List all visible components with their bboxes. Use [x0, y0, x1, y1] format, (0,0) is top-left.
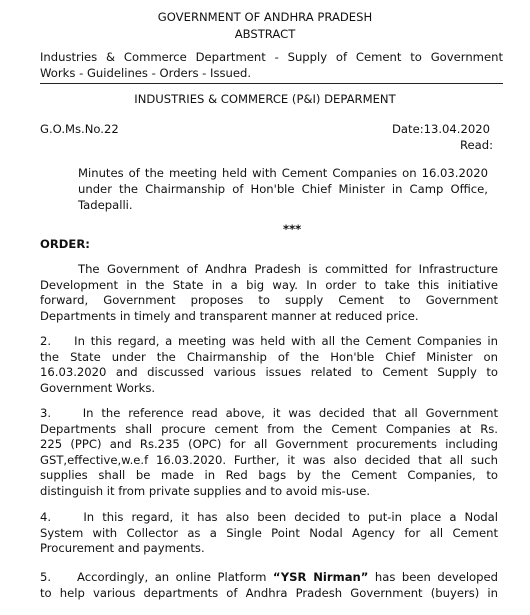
paragraph-5-prefix: 5. Accordingly, an online Platform — [40, 570, 273, 584]
paragraph-4 — [40, 510, 498, 557]
read-label: Read: — [459, 138, 493, 152]
paragraph-3-line: Departments shall procure cement from the Cement Companies at Rs. — [40, 421, 498, 436]
paragraph-1-line: forward, Government proposes to supply Cement to Government — [40, 293, 498, 308]
paragraph-2 — [40, 334, 498, 396]
paragraph-2-line: 2. In this regard, a meeting was held with all the Cement Companies in — [40, 334, 498, 348]
paragraph-1-line: The Government of Andhra Pradesh is committed for Infrastructure — [78, 262, 498, 276]
subject-line-1: Industries & Commerce Department - Supply of Cement to Government — [40, 50, 503, 64]
abstract-label: ABSTRACT — [234, 27, 296, 41]
paragraph-3-line: 3. In the reference read above, it was decided that all Government — [40, 406, 498, 420]
reference-line-3: Tadepalli. — [78, 198, 133, 212]
paragraph-5 — [40, 570, 498, 601]
paragraph-4-line: Procurement and payments. — [40, 541, 205, 556]
subject-line-2: Works - Guidelines - Orders - Issued. — [40, 66, 252, 80]
reference-line-1: Minutes of the meeting held with Cement Companies on 16.03.2020 — [78, 166, 488, 180]
paragraph-5-line-1 — [40, 570, 498, 586]
go-number: G.O.Ms.No.22 — [40, 122, 119, 136]
order-date: Date:13.04.2020 — [392, 122, 490, 136]
paragraph-3-line: GST,effective,w.e.f 16.03.2020. Further, it was also decided that all such — [40, 452, 498, 467]
separator-stars: *** — [283, 222, 302, 236]
paragraph-1 — [40, 262, 498, 324]
paragraph-5-suffix: has been developed — [368, 570, 498, 584]
paragraph-4-line: System with Collector as a Single Point Nodal Agency for all Cement — [40, 525, 498, 540]
department-heading: INDUSTRIES & COMMERCE (P&I) DEPARMENT — [134, 92, 396, 106]
paragraph-4-line: 4. In this regard, it has also been decided to put-in place a Nodal — [40, 510, 498, 524]
order-heading: ORDER: — [40, 237, 90, 251]
ysr-nirman-platform-name: “YSR Nirman” — [272, 570, 369, 584]
paragraph-3-line: supplies shall be made in Red bags by the Cement Companies, to — [40, 468, 498, 483]
paragraph-3-line: distinguish it from private supplies and to avoid mis-use. — [40, 483, 371, 498]
paragraph-1-line: Development in the State in a big way. In order to take this initiative — [40, 277, 498, 292]
paragraph-2-line: Government Works. — [40, 380, 156, 395]
paragraph-2-line: 16.03.2020 and discussed various issues related to Cement Supply to — [40, 365, 498, 380]
paragraph-3-line: 225 (PPC) and Rs.235 (OPC) for all Government procurements including — [40, 437, 498, 452]
government-title: GOVERNMENT OF ANDHRA PRADESH — [157, 10, 373, 24]
subject-underline — [40, 83, 503, 84]
paragraph-2-line: the State under the Chairmanship of the Hon'ble Chief Minister on — [40, 349, 498, 364]
paragraph-3 — [40, 406, 498, 500]
reference-line-2: under the Chairmanship of Hon'ble Chief Minister in Camp Office, — [78, 182, 488, 196]
paragraph-5-line: to help various departments of Andhra Pradesh Government (buyers) in — [40, 585, 498, 600]
paragraph-1-line: Departments in timely and transparent manner at reduced price. — [40, 308, 419, 323]
